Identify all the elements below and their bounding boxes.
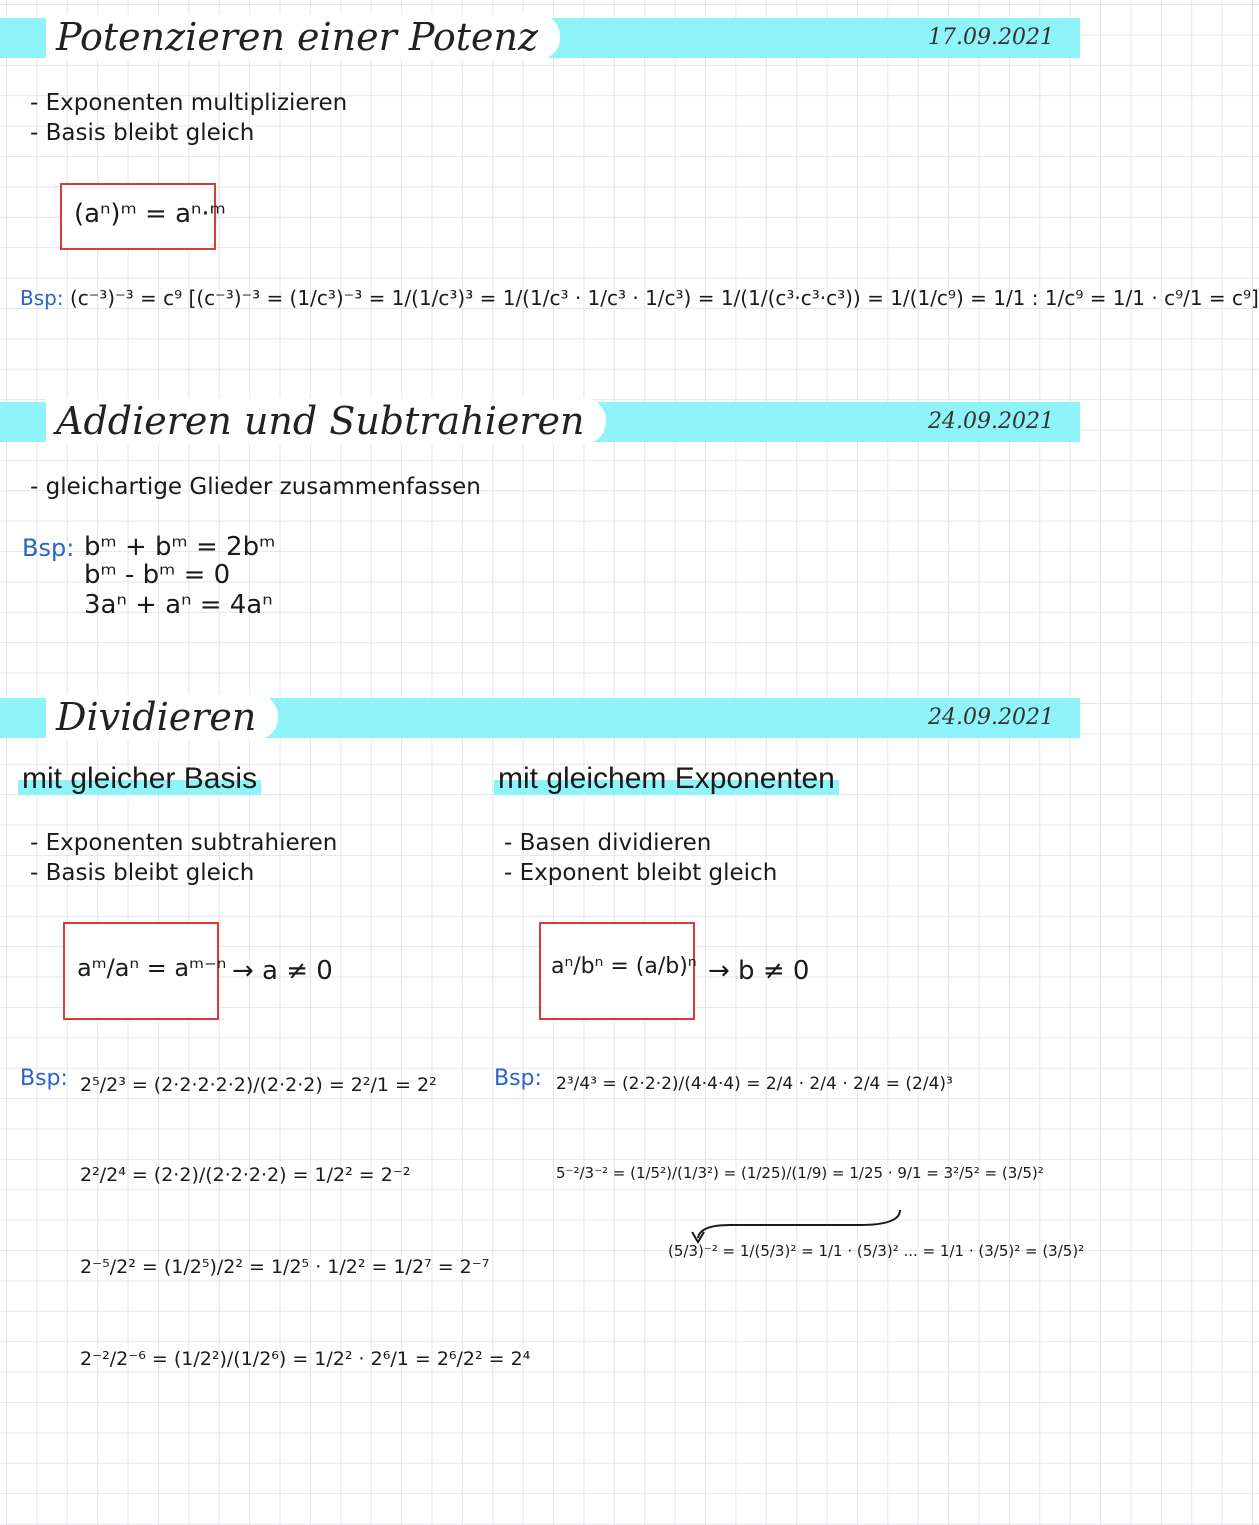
example-line: 2⁻²/2⁻⁶ = (1/2²)/(1/2⁶) = 1/2² · 2⁶/1 = 2⁶/2² = 2⁴ (80, 1348, 531, 1370)
bsp-label: Bsp: (22, 534, 75, 562)
example-line: 5⁻²/3⁻² = (1/5²)/(1/3²) = (1/25)/(1/9) = 1/25 · 9/1 = 3²/5² = (3/5)² (556, 1164, 1044, 1182)
condition: → a ≠ 0 (232, 956, 333, 986)
example-line: 2⁵/2³ = (2·2·2·2·2)/(2·2·2) = 2²/1 = 2² (80, 1074, 437, 1096)
bsp-label: Bsp: (20, 1066, 68, 1091)
formula: aⁿ/bⁿ = (a/b)ⁿ (551, 954, 697, 979)
rule-line: - Exponenten subtrahieren (30, 830, 338, 856)
example-line: 2³/4³ = (2·2·2)/(4·4·4) = 2/4 · 2/4 · 2/4 = (2/4)³ (556, 1074, 953, 1094)
section-title: Addieren und Subtrahieren (46, 398, 606, 444)
example-line: 2⁻⁵/2² = (1/2⁵)/2² = 1/2⁵ · 1/2² = 1/2⁷ = 2⁻⁷ (80, 1256, 490, 1278)
bsp-label: Bsp: (494, 1066, 542, 1091)
section-date: 24.09.2021 (928, 409, 1054, 434)
formula-box (63, 922, 227, 1020)
example-line: bᵐ - bᵐ = 0 (84, 560, 231, 590)
rule-line: - Basen dividieren (504, 830, 712, 856)
bsp-label: Bsp: (20, 286, 64, 310)
example-line (20, 286, 1259, 310)
section-date: 17.09.2021 (928, 25, 1054, 50)
subheading-gleiche-basis: mit gleicher Basis (18, 762, 261, 796)
section-title: Potenzieren einer Potenz (46, 14, 560, 60)
section-date: 24.09.2021 (928, 705, 1054, 730)
rule-line: - Basis bleibt gleich (30, 120, 255, 146)
formula: (aⁿ)ᵐ = aⁿ·ᵐ (74, 199, 226, 229)
formula-box (60, 183, 226, 250)
rule-line: - Exponent bleibt gleich (504, 860, 778, 886)
example-line: (5/3)⁻² = 1/(5/3)² = 1/1 · (5/3)² ... = 1/1 · (3/5)² = (3/5)² (668, 1242, 1085, 1260)
subheading-gleicher-exponent: mit gleichem Exponenten (494, 762, 839, 796)
example-line: bᵐ + bᵐ = 2bᵐ (84, 532, 276, 562)
formula: aᵐ/aⁿ = aᵐ⁻ⁿ (77, 954, 227, 982)
example-line: 3aⁿ + aⁿ = 4aⁿ (84, 590, 273, 620)
section-title: Dividieren (46, 694, 278, 740)
rule-line: - Exponenten multiplizieren (30, 90, 348, 116)
formula-box (539, 922, 695, 1020)
rule-line: - gleichartige Glieder zusammenfassen (30, 474, 481, 500)
example-expression: (c⁻³)⁻³ = c⁹ [(c⁻³)⁻³ = (1/c³)⁻³ = 1/(1/c³)³ = 1/(1/c³ · 1/c³ · 1/c³) = 1/(1/(c³·c³·c³)) = 1/(1/c⁹) = 1/1 : 1/c⁹ = 1/1 · c⁹/1 = c⁹] (69, 286, 1259, 310)
condition: → b ≠ 0 (708, 956, 810, 986)
example-line: 2²/2⁴ = (2·2)/(2·2·2·2) = 1/2² = 2⁻² (80, 1164, 411, 1186)
rule-line: - Basis bleibt gleich (30, 860, 255, 886)
